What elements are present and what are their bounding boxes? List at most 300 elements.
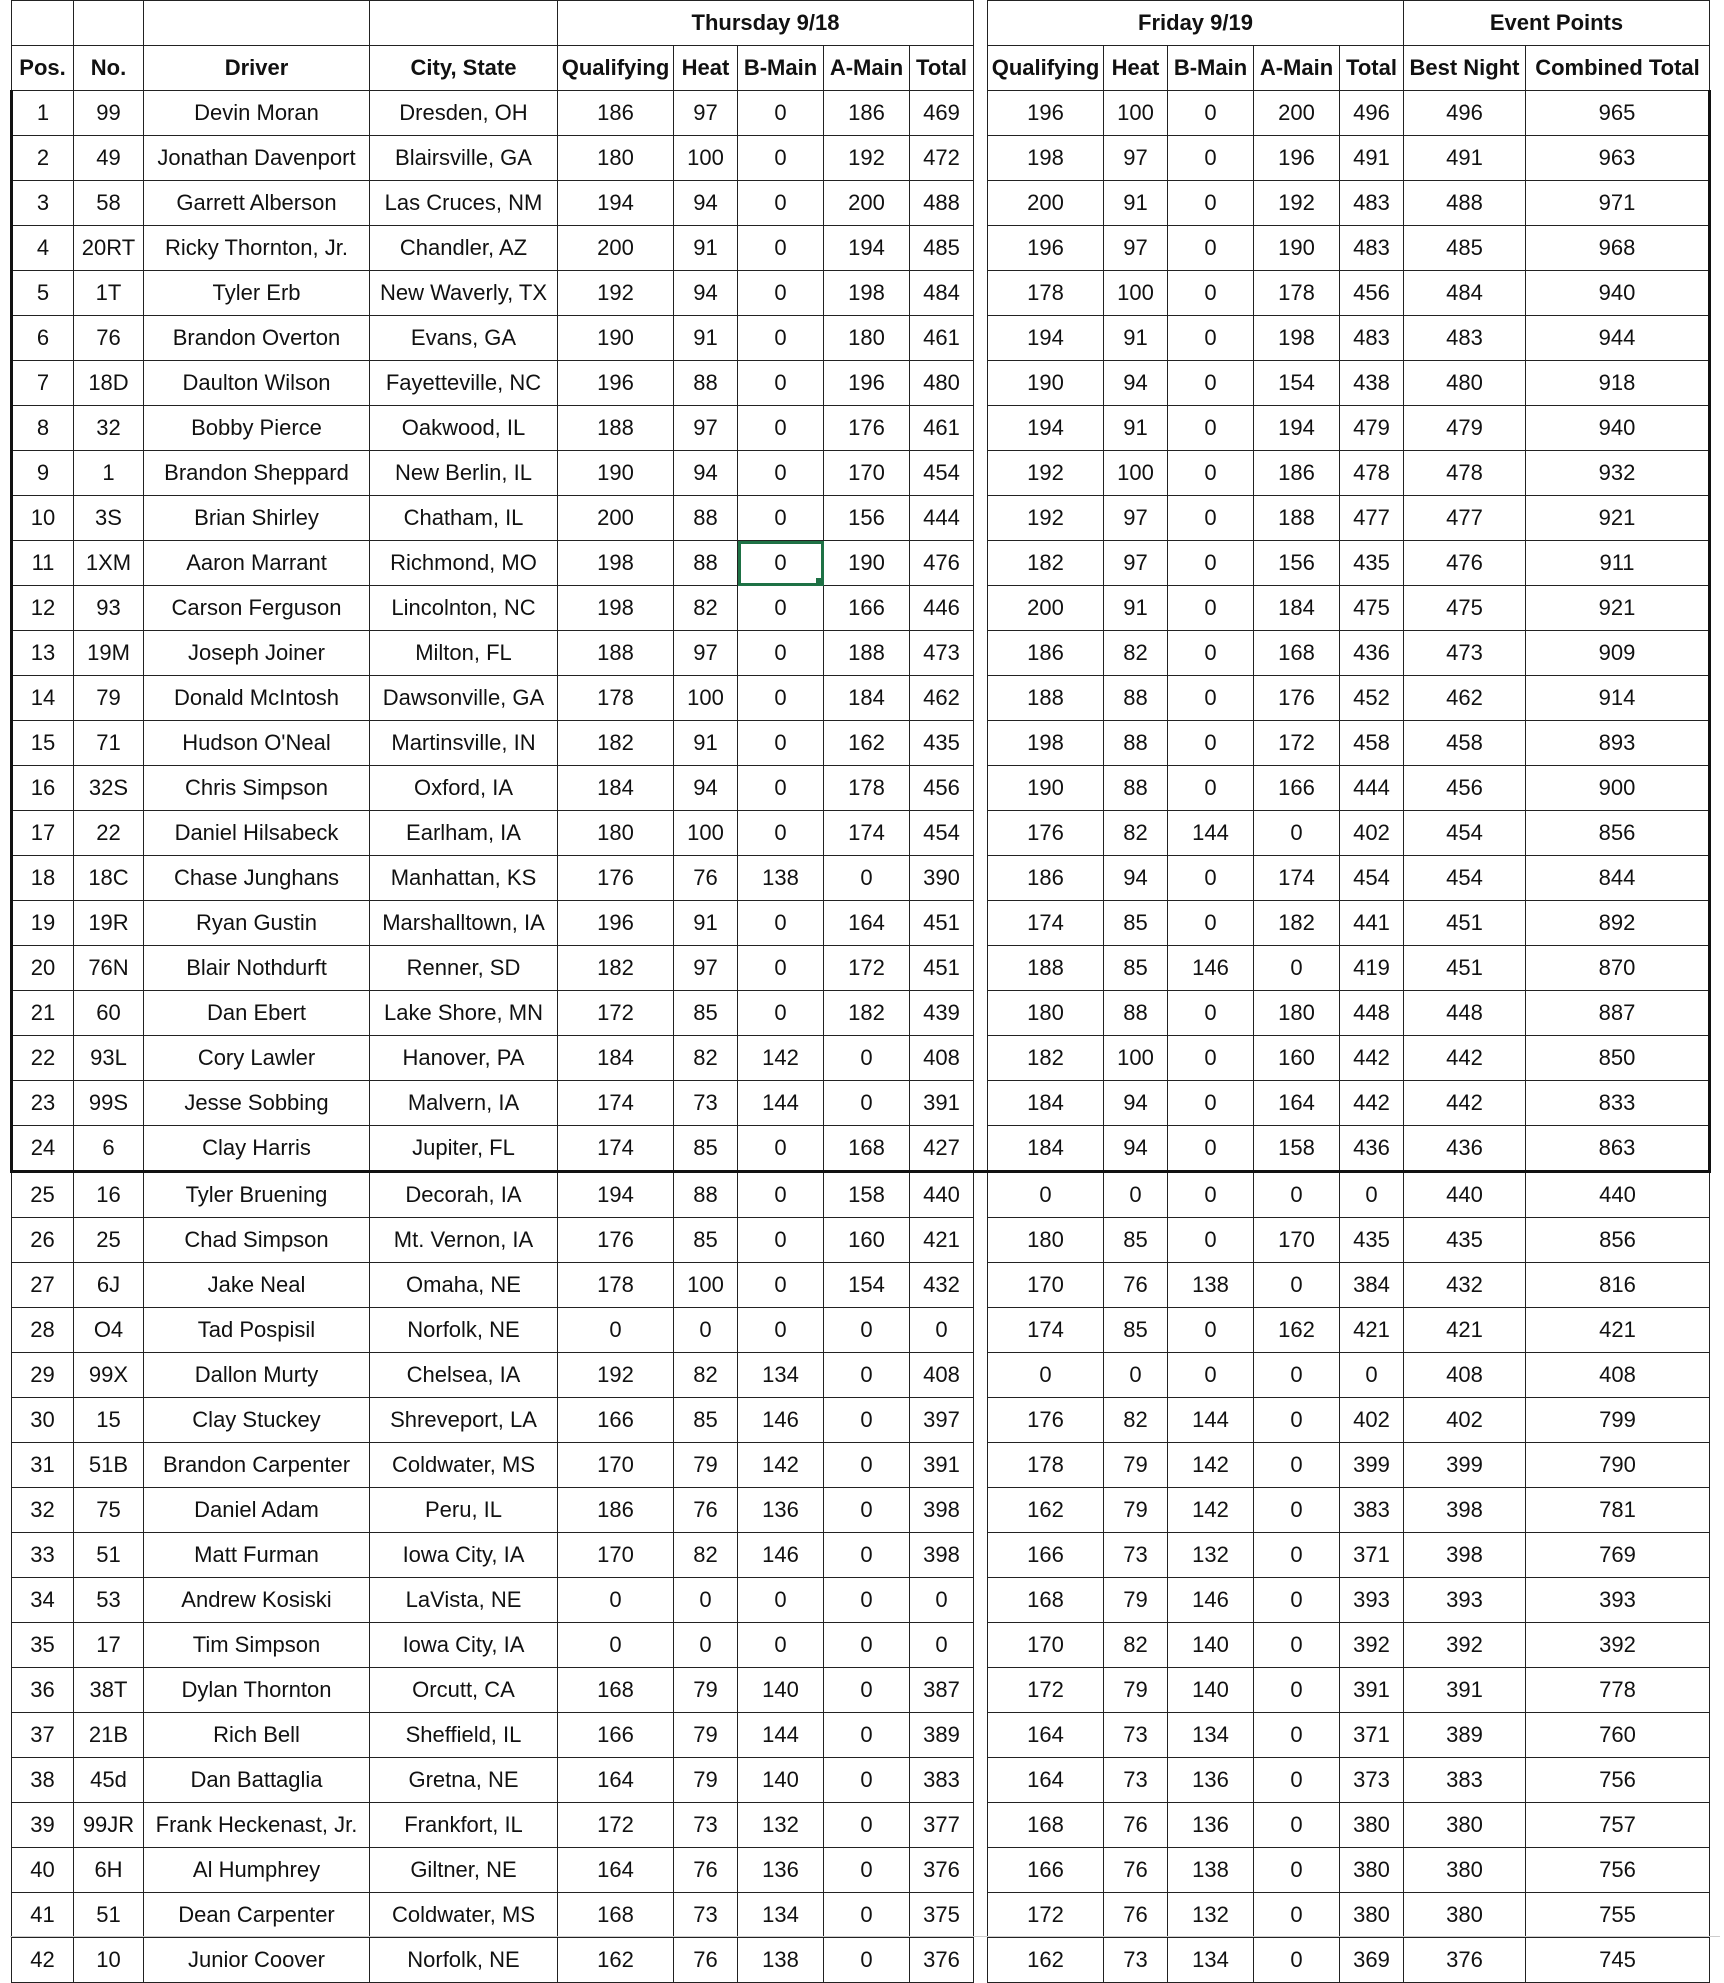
cell-fri-b-main[interactable]: 138 [1168,1848,1254,1893]
cell-thu-heat[interactable]: 97 [674,406,738,451]
cell-fri-a-main[interactable]: 178 [1254,271,1340,316]
cell-no[interactable]: 99JR [74,1803,144,1848]
cell-fri-qualifying[interactable]: 180 [988,1218,1104,1263]
cell-thu-total[interactable]: 432 [910,1263,974,1308]
cell-fri-b-main[interactable]: 0 [1168,1081,1254,1126]
cell-fri-a-main[interactable]: 0 [1254,1758,1340,1803]
cell-thu-qualifying[interactable]: 180 [558,811,674,856]
cell-fri-heat[interactable]: 100 [1104,451,1168,496]
cell-best-night[interactable]: 380 [1404,1803,1526,1848]
cell-thu-total[interactable]: 462 [910,676,974,721]
cell-best-night[interactable]: 454 [1404,811,1526,856]
cell-fri-total[interactable]: 491 [1340,136,1404,181]
cell-driver[interactable]: Brandon Sheppard [144,451,370,496]
cell-fri-total[interactable]: 458 [1340,721,1404,766]
cell-fri-total[interactable]: 483 [1340,316,1404,361]
cell-thu-heat[interactable]: 85 [674,1398,738,1443]
cell-pos[interactable]: 40 [12,1848,74,1893]
header-thu-total[interactable]: Total [910,46,974,91]
cell-thu-heat[interactable]: 94 [674,766,738,811]
cell-thu-qualifying[interactable]: 198 [558,541,674,586]
cell-thu-qualifying[interactable]: 188 [558,631,674,676]
cell-thu-a-main[interactable]: 0 [824,1803,910,1848]
cell-fri-a-main[interactable]: 176 [1254,676,1340,721]
cell-thu-total[interactable]: 421 [910,1218,974,1263]
cell-city-state[interactable]: Norfolk, NE [370,1308,558,1353]
cell-fri-heat[interactable]: 97 [1104,496,1168,541]
cell-fri-total[interactable]: 475 [1340,586,1404,631]
cell-fri-heat[interactable]: 79 [1104,1443,1168,1488]
cell-pos[interactable]: 1 [12,91,74,136]
cell-thu-heat[interactable]: 100 [674,136,738,181]
cell-driver[interactable]: Garrett Alberson [144,181,370,226]
cell-thu-heat[interactable]: 73 [674,1893,738,1938]
cell-fri-a-main[interactable]: 172 [1254,721,1340,766]
cell-thu-total[interactable]: 398 [910,1488,974,1533]
cell-no[interactable]: 51 [74,1893,144,1938]
cell-driver[interactable]: Aaron Marrant [144,541,370,586]
cell-fri-heat[interactable]: 73 [1104,1938,1168,1983]
cell-driver[interactable]: Brandon Overton [144,316,370,361]
cell-city-state[interactable]: Earlham, IA [370,811,558,856]
cell-thu-a-main[interactable]: 0 [824,1036,910,1081]
cell-fri-heat[interactable]: 88 [1104,991,1168,1036]
cell-thu-a-main[interactable]: 0 [824,1848,910,1893]
cell-thu-a-main[interactable]: 196 [824,361,910,406]
cell-combined-total[interactable]: 963 [1526,136,1710,181]
cell-no[interactable]: 32 [74,406,144,451]
cell-thu-heat[interactable]: 76 [674,1938,738,1983]
cell-combined-total[interactable]: 968 [1526,226,1710,271]
cell-fri-b-main[interactable]: 0 [1168,451,1254,496]
cell-best-night[interactable]: 436 [1404,1126,1526,1172]
cell-fri-a-main[interactable]: 160 [1254,1036,1340,1081]
cell-best-night[interactable]: 456 [1404,766,1526,811]
cell-pos[interactable]: 37 [12,1713,74,1758]
cell-thu-qualifying[interactable]: 182 [558,721,674,766]
cell-fri-b-main[interactable]: 0 [1168,991,1254,1036]
cell-fri-heat[interactable]: 85 [1104,946,1168,991]
cell-thu-heat[interactable]: 94 [674,271,738,316]
cell-fri-heat[interactable]: 82 [1104,631,1168,676]
cell-thu-a-main[interactable]: 200 [824,181,910,226]
cell-driver[interactable]: Junior Coover [144,1938,370,1983]
cell-thu-a-main[interactable]: 156 [824,496,910,541]
cell-fri-a-main[interactable]: 166 [1254,766,1340,811]
cell-driver[interactable]: Donald McIntosh [144,676,370,721]
cell-fri-qualifying[interactable]: 194 [988,316,1104,361]
cell-combined-total[interactable]: 856 [1526,811,1710,856]
cell-fri-total[interactable]: 456 [1340,271,1404,316]
cell-no[interactable]: 17 [74,1623,144,1668]
cell-thu-qualifying[interactable]: 190 [558,451,674,496]
cell-fri-b-main[interactable]: 144 [1168,1398,1254,1443]
cell-best-night[interactable]: 480 [1404,361,1526,406]
cell-city-state[interactable]: Chandler, AZ [370,226,558,271]
cell-thu-qualifying[interactable]: 194 [558,1172,674,1218]
cell-thu-b-main[interactable]: 142 [738,1443,824,1488]
cell-thu-qualifying[interactable]: 178 [558,676,674,721]
cell-city-state[interactable]: Mt. Vernon, IA [370,1218,558,1263]
cell-combined-total[interactable]: 769 [1526,1533,1710,1578]
cell-thu-b-main[interactable]: 0 [738,316,824,361]
empty-cell[interactable] [370,1,558,46]
cell-thu-total[interactable]: 391 [910,1443,974,1488]
cell-thu-total[interactable]: 377 [910,1803,974,1848]
cell-best-night[interactable]: 491 [1404,136,1526,181]
cell-thu-b-main[interactable]: 0 [738,946,824,991]
cell-thu-heat[interactable]: 85 [674,1126,738,1172]
cell-best-night[interactable]: 478 [1404,451,1526,496]
header-combined-total[interactable]: Combined Total [1526,46,1710,91]
cell-fri-heat[interactable]: 94 [1104,1126,1168,1172]
cell-best-night[interactable]: 399 [1404,1443,1526,1488]
cell-thu-b-main[interactable]: 0 [738,1308,824,1353]
cell-combined-total[interactable]: 790 [1526,1443,1710,1488]
cell-fri-b-main[interactable]: 0 [1168,721,1254,766]
cell-fri-heat[interactable]: 85 [1104,1218,1168,1263]
cell-thu-heat[interactable]: 91 [674,721,738,766]
cell-city-state[interactable]: Martinsville, IN [370,721,558,766]
cell-fri-b-main[interactable]: 0 [1168,1036,1254,1081]
cell-pos[interactable]: 7 [12,361,74,406]
cell-thu-total[interactable]: 375 [910,1893,974,1938]
cell-fri-b-main[interactable]: 0 [1168,1353,1254,1398]
cell-fri-b-main[interactable]: 142 [1168,1443,1254,1488]
cell-no[interactable]: 76N [74,946,144,991]
cell-fri-heat[interactable]: 100 [1104,91,1168,136]
cell-fri-b-main[interactable]: 0 [1168,541,1254,586]
cell-pos[interactable]: 3 [12,181,74,226]
cell-fri-b-main[interactable]: 146 [1168,946,1254,991]
cell-fri-total[interactable]: 435 [1340,1218,1404,1263]
cell-best-night[interactable]: 477 [1404,496,1526,541]
cell-thu-b-main[interactable]: 0 [738,1623,824,1668]
cell-thu-b-main[interactable]: 0 [738,676,824,721]
cell-best-night[interactable]: 398 [1404,1488,1526,1533]
cell-thu-heat[interactable]: 82 [674,1036,738,1081]
cell-fri-heat[interactable]: 82 [1104,1398,1168,1443]
cell-city-state[interactable]: Giltner, NE [370,1848,558,1893]
cell-combined-total[interactable]: 918 [1526,361,1710,406]
cell-fri-heat[interactable]: 76 [1104,1803,1168,1848]
cell-fri-b-main[interactable]: 0 [1168,181,1254,226]
cell-fri-qualifying[interactable]: 200 [988,586,1104,631]
cell-fri-qualifying[interactable]: 188 [988,946,1104,991]
cell-thu-total[interactable]: 473 [910,631,974,676]
cell-fri-a-main[interactable]: 0 [1254,1713,1340,1758]
header-pos[interactable]: Pos. [12,46,74,91]
cell-no[interactable]: 19R [74,901,144,946]
cell-driver[interactable]: Jesse Sobbing [144,1081,370,1126]
cell-fri-total[interactable]: 391 [1340,1668,1404,1713]
cell-thu-heat[interactable]: 82 [674,586,738,631]
cell-fri-b-main[interactable]: 132 [1168,1893,1254,1938]
cell-fri-heat[interactable]: 0 [1104,1353,1168,1398]
cell-driver[interactable]: Brian Shirley [144,496,370,541]
cell-fri-heat[interactable]: 88 [1104,676,1168,721]
cell-thu-b-main[interactable]: 0 [738,1218,824,1263]
cell-thu-b-main[interactable]: 134 [738,1893,824,1938]
cell-driver[interactable]: Clay Harris [144,1126,370,1172]
cell-thu-qualifying[interactable]: 186 [558,1488,674,1533]
cell-fri-total[interactable]: 454 [1340,856,1404,901]
cell-combined-total[interactable]: 921 [1526,586,1710,631]
cell-no[interactable]: 6J [74,1263,144,1308]
cell-thu-a-main[interactable]: 194 [824,226,910,271]
cell-fri-total[interactable]: 380 [1340,1893,1404,1938]
cell-thu-b-main[interactable]: 0 [738,91,824,136]
cell-thu-heat[interactable]: 88 [674,496,738,541]
cell-pos[interactable]: 16 [12,766,74,811]
cell-thu-a-main[interactable]: 0 [824,1533,910,1578]
cell-fri-qualifying[interactable]: 194 [988,406,1104,451]
cell-city-state[interactable]: Jupiter, FL [370,1126,558,1172]
cell-fri-total[interactable]: 402 [1340,811,1404,856]
header-city-state[interactable]: City, State [370,46,558,91]
cell-thu-a-main[interactable]: 186 [824,91,910,136]
cell-thu-b-main[interactable]: 0 [738,811,824,856]
cell-thu-b-main[interactable]: 0 [738,451,824,496]
cell-thu-total[interactable]: 444 [910,496,974,541]
cell-fri-a-main[interactable]: 188 [1254,496,1340,541]
cell-fri-a-main[interactable]: 0 [1254,811,1340,856]
cell-thu-qualifying[interactable]: 174 [558,1126,674,1172]
cell-fri-total[interactable]: 369 [1340,1938,1404,1983]
cell-pos[interactable]: 20 [12,946,74,991]
cell-fri-qualifying[interactable]: 168 [988,1803,1104,1848]
cell-fri-a-main[interactable]: 0 [1254,1848,1340,1893]
cell-thu-total[interactable]: 0 [910,1578,974,1623]
cell-no[interactable]: 21B [74,1713,144,1758]
cell-thu-b-main[interactable]: 146 [738,1533,824,1578]
cell-thu-qualifying[interactable]: 170 [558,1533,674,1578]
cell-driver[interactable]: Al Humphrey [144,1848,370,1893]
cell-pos[interactable]: 24 [12,1126,74,1172]
cell-thu-a-main[interactable]: 166 [824,586,910,631]
cell-combined-total[interactable]: 914 [1526,676,1710,721]
cell-fri-a-main[interactable]: 174 [1254,856,1340,901]
cell-fri-qualifying[interactable]: 196 [988,91,1104,136]
cell-thu-heat[interactable]: 0 [674,1578,738,1623]
cell-best-night[interactable]: 496 [1404,91,1526,136]
cell-no[interactable]: 10 [74,1938,144,1983]
cell-driver[interactable]: Frank Heckenast, Jr. [144,1803,370,1848]
cell-no[interactable]: 18D [74,361,144,406]
cell-combined-total[interactable]: 965 [1526,91,1710,136]
cell-pos[interactable]: 35 [12,1623,74,1668]
cell-fri-qualifying[interactable]: 184 [988,1126,1104,1172]
cell-thu-heat[interactable]: 79 [674,1758,738,1803]
cell-driver[interactable]: Jake Neal [144,1263,370,1308]
cell-pos[interactable]: 2 [12,136,74,181]
cell-best-night[interactable]: 389 [1404,1713,1526,1758]
cell-combined-total[interactable]: 892 [1526,901,1710,946]
cell-thu-b-main[interactable]: 132 [738,1803,824,1848]
cell-fri-a-main[interactable]: 190 [1254,226,1340,271]
cell-combined-total[interactable]: 799 [1526,1398,1710,1443]
cell-thu-heat[interactable]: 82 [674,1533,738,1578]
cell-city-state[interactable]: Coldwater, MS [370,1443,558,1488]
cell-no[interactable]: 3S [74,496,144,541]
cell-driver[interactable]: Dean Carpenter [144,1893,370,1938]
cell-thu-total[interactable]: 408 [910,1036,974,1081]
cell-thu-a-main[interactable]: 0 [824,1713,910,1758]
cell-fri-heat[interactable]: 73 [1104,1713,1168,1758]
cell-thu-qualifying[interactable]: 194 [558,181,674,226]
cell-pos[interactable]: 34 [12,1578,74,1623]
cell-thu-qualifying[interactable]: 182 [558,946,674,991]
cell-no[interactable]: 99S [74,1081,144,1126]
cell-city-state[interactable]: Las Cruces, NM [370,181,558,226]
cell-best-night[interactable]: 432 [1404,1263,1526,1308]
cell-thu-b-main[interactable]: 136 [738,1488,824,1533]
cell-no[interactable]: O4 [74,1308,144,1353]
cell-thu-total[interactable]: 387 [910,1668,974,1713]
cell-fri-a-main[interactable]: 0 [1254,1172,1340,1218]
cell-city-state[interactable]: Blairsville, GA [370,136,558,181]
cell-thu-total[interactable]: 484 [910,271,974,316]
header-fri-qualifying[interactable]: Qualifying [988,46,1104,91]
cell-thu-b-main[interactable]: 0 [738,406,824,451]
cell-driver[interactable]: Tad Pospisil [144,1308,370,1353]
cell-fri-total[interactable]: 483 [1340,226,1404,271]
cell-combined-total[interactable]: 887 [1526,991,1710,1036]
cell-best-night[interactable]: 451 [1404,946,1526,991]
cell-pos[interactable]: 31 [12,1443,74,1488]
cell-fri-a-main[interactable]: 0 [1254,1353,1340,1398]
cell-fri-total[interactable]: 399 [1340,1443,1404,1488]
cell-driver[interactable]: Carson Ferguson [144,586,370,631]
cell-thu-total[interactable]: 389 [910,1713,974,1758]
cell-fri-qualifying[interactable]: 190 [988,361,1104,406]
cell-driver[interactable]: Dallon Murty [144,1353,370,1398]
cell-thu-heat[interactable]: 94 [674,451,738,496]
cell-fri-b-main[interactable]: 140 [1168,1623,1254,1668]
cell-no[interactable]: 45d [74,1758,144,1803]
cell-thu-qualifying[interactable]: 186 [558,91,674,136]
cell-thu-b-main[interactable]: 0 [738,901,824,946]
cell-city-state[interactable]: Frankfort, IL [370,1803,558,1848]
cell-fri-a-main[interactable]: 0 [1254,1938,1340,1983]
cell-fri-b-main[interactable]: 0 [1168,901,1254,946]
cell-driver[interactable]: Chad Simpson [144,1218,370,1263]
cell-no[interactable]: 51B [74,1443,144,1488]
cell-thu-a-main[interactable]: 0 [824,1938,910,1983]
cell-fri-qualifying[interactable]: 162 [988,1488,1104,1533]
cell-no[interactable]: 49 [74,136,144,181]
cell-fri-total[interactable]: 477 [1340,496,1404,541]
cell-fri-heat[interactable]: 94 [1104,361,1168,406]
cell-thu-a-main[interactable]: 190 [824,541,910,586]
cell-fri-b-main[interactable]: 0 [1168,406,1254,451]
cell-no[interactable]: 15 [74,1398,144,1443]
cell-city-state[interactable]: Manhattan, KS [370,856,558,901]
cell-fri-heat[interactable]: 82 [1104,811,1168,856]
cell-driver[interactable]: Cory Lawler [144,1036,370,1081]
cell-fri-qualifying[interactable]: 174 [988,1308,1104,1353]
cell-combined-total[interactable]: 778 [1526,1668,1710,1713]
cell-city-state[interactable]: Omaha, NE [370,1263,558,1308]
cell-fri-total[interactable]: 479 [1340,406,1404,451]
cell-pos[interactable]: 18 [12,856,74,901]
cell-best-night[interactable]: 421 [1404,1308,1526,1353]
cell-thu-total[interactable]: 435 [910,721,974,766]
cell-fri-qualifying[interactable]: 198 [988,136,1104,181]
cell-combined-total[interactable]: 893 [1526,721,1710,766]
cell-thu-b-main[interactable]: 0 [738,226,824,271]
cell-fri-qualifying[interactable]: 0 [988,1353,1104,1398]
cell-combined-total[interactable]: 932 [1526,451,1710,496]
cell-thu-heat[interactable]: 91 [674,226,738,271]
cell-thu-a-main[interactable]: 0 [824,1893,910,1938]
cell-fri-qualifying[interactable]: 170 [988,1623,1104,1668]
cell-fri-b-main[interactable]: 0 [1168,271,1254,316]
cell-thu-total[interactable]: 461 [910,316,974,361]
cell-thu-heat[interactable]: 91 [674,316,738,361]
cell-fri-total[interactable]: 380 [1340,1848,1404,1893]
cell-pos[interactable]: 38 [12,1758,74,1803]
cell-combined-total[interactable]: 844 [1526,856,1710,901]
cell-fri-heat[interactable]: 97 [1104,226,1168,271]
cell-pos[interactable]: 41 [12,1893,74,1938]
cell-pos[interactable]: 13 [12,631,74,676]
cell-fri-total[interactable]: 442 [1340,1036,1404,1081]
cell-thu-total[interactable]: 485 [910,226,974,271]
cell-thu-qualifying[interactable]: 172 [558,991,674,1036]
cell-combined-total[interactable]: 755 [1526,1893,1710,1938]
cell-thu-qualifying[interactable]: 188 [558,406,674,451]
cell-thu-total[interactable]: 427 [910,1126,974,1172]
cell-city-state[interactable]: Renner, SD [370,946,558,991]
cell-thu-b-main[interactable]: 0 [738,991,824,1036]
cell-fri-heat[interactable]: 79 [1104,1488,1168,1533]
cell-fri-qualifying[interactable]: 174 [988,901,1104,946]
cell-thu-total[interactable]: 480 [910,361,974,406]
cell-fri-total[interactable]: 496 [1340,91,1404,136]
cell-combined-total[interactable]: 756 [1526,1848,1710,1893]
cell-fri-b-main[interactable]: 0 [1168,226,1254,271]
cell-fri-a-main[interactable]: 154 [1254,361,1340,406]
cell-fri-a-main[interactable]: 0 [1254,1398,1340,1443]
cell-best-night[interactable]: 485 [1404,226,1526,271]
cell-combined-total[interactable]: 909 [1526,631,1710,676]
cell-fri-total[interactable]: 444 [1340,766,1404,811]
cell-thu-heat[interactable]: 97 [674,631,738,676]
cell-driver[interactable]: Tyler Bruening [144,1172,370,1218]
cell-thu-total[interactable]: 376 [910,1938,974,1983]
empty-cell[interactable] [144,1,370,46]
cell-thu-total[interactable]: 456 [910,766,974,811]
cell-driver[interactable]: Tim Simpson [144,1623,370,1668]
header-driver[interactable]: Driver [144,46,370,91]
cell-city-state[interactable]: Chatham, IL [370,496,558,541]
cell-thu-qualifying[interactable]: 166 [558,1713,674,1758]
cell-thu-b-main[interactable]: 138 [738,856,824,901]
cell-fri-a-main[interactable]: 0 [1254,946,1340,991]
cell-fri-heat[interactable]: 73 [1104,1533,1168,1578]
cell-combined-total[interactable]: 756 [1526,1758,1710,1803]
cell-city-state[interactable]: Iowa City, IA [370,1533,558,1578]
cell-fri-heat[interactable]: 91 [1104,586,1168,631]
header-thu-b-main[interactable]: B-Main [738,46,824,91]
cell-fri-a-main[interactable]: 194 [1254,406,1340,451]
cell-thu-a-main[interactable]: 0 [824,1398,910,1443]
cell-thu-total[interactable]: 0 [910,1623,974,1668]
cell-fri-total[interactable]: 419 [1340,946,1404,991]
header-fri-heat[interactable]: Heat [1104,46,1168,91]
cell-thu-qualifying[interactable]: 174 [558,1081,674,1126]
